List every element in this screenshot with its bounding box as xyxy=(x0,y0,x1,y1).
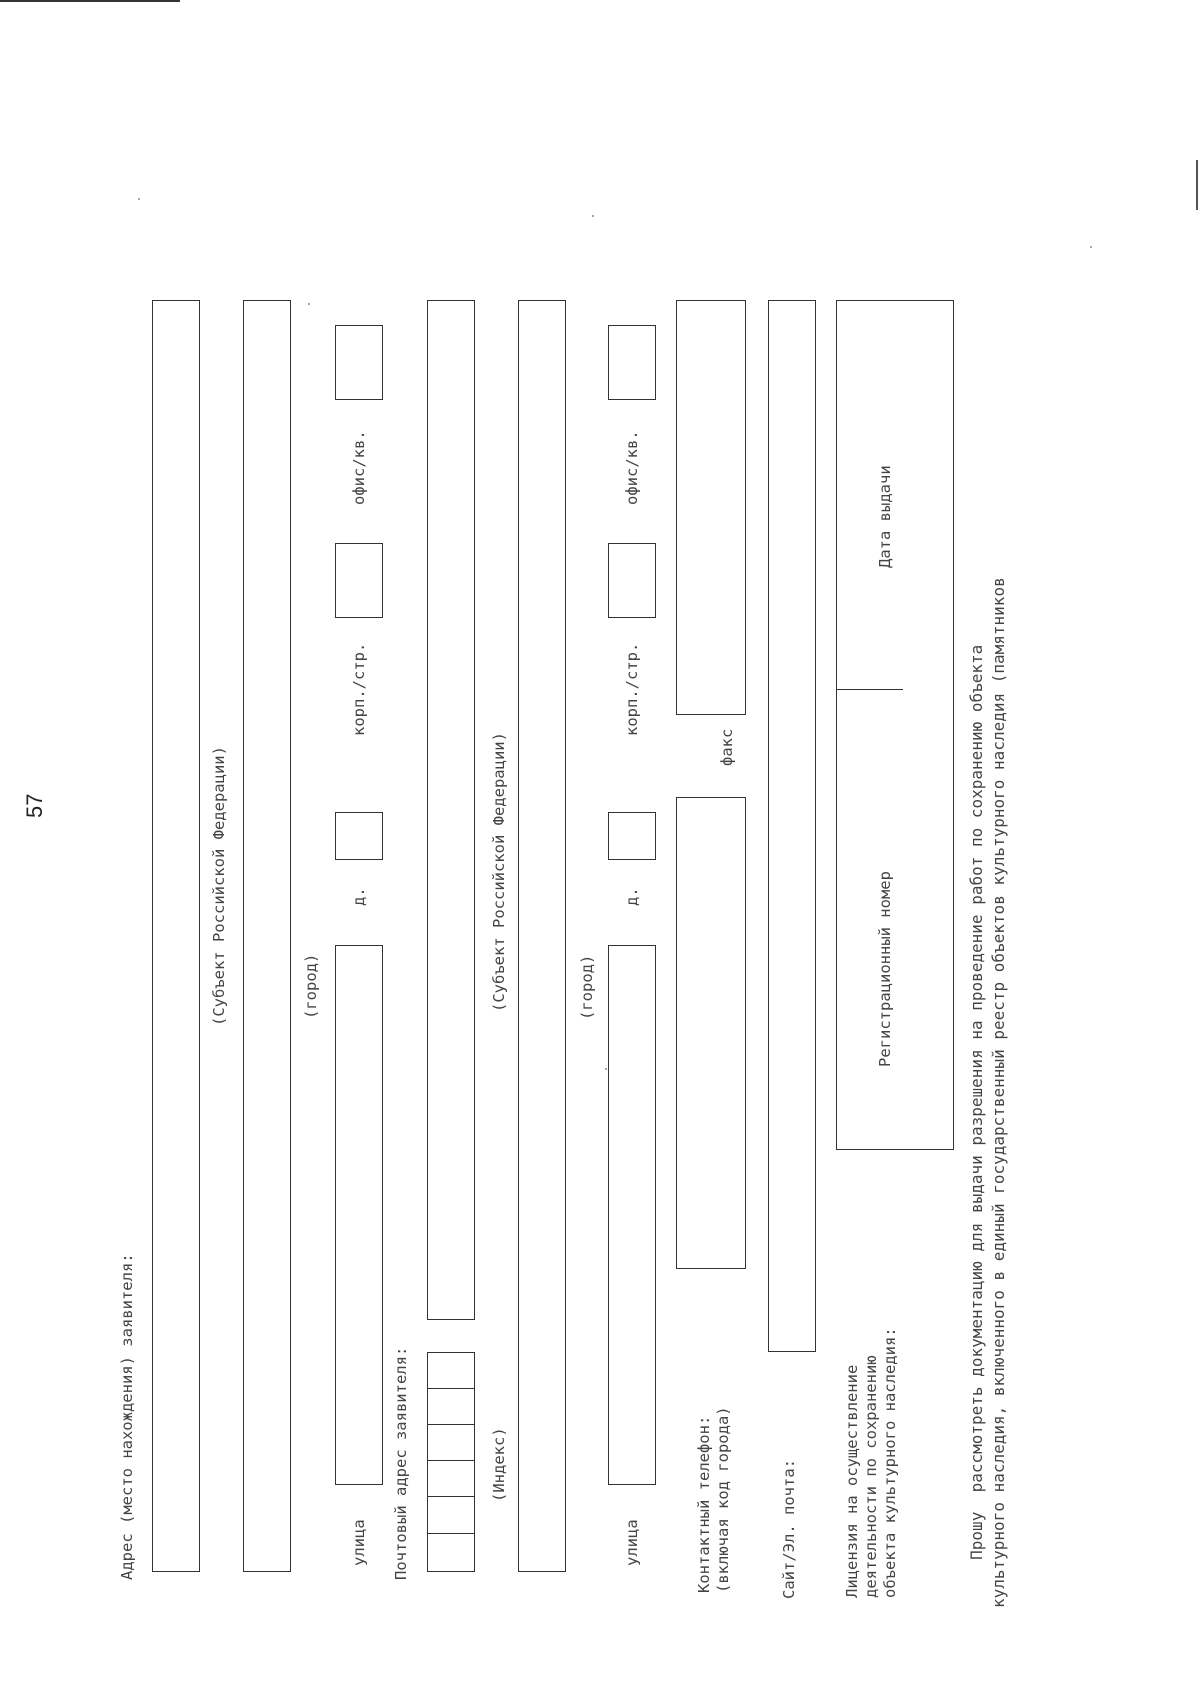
scan-edge-right xyxy=(1196,160,1198,210)
postal-house-field[interactable] xyxy=(608,812,656,860)
postal-city-field[interactable] xyxy=(518,300,566,1572)
postal-index-field[interactable] xyxy=(427,1352,475,1572)
address-subject-caption: (Субъект Российской Федерации) xyxy=(210,746,228,1026)
address-street-field[interactable] xyxy=(335,945,383,1485)
phone-label: Контактный телефон: xyxy=(695,1415,713,1593)
address-house-field[interactable] xyxy=(335,812,383,860)
index-digit-cell[interactable] xyxy=(427,1424,475,1461)
postal-office-field[interactable] xyxy=(608,325,656,400)
license-label-line1: Лицензия на осуществление xyxy=(843,1364,861,1598)
phone-field[interactable] xyxy=(676,797,746,1269)
index-digit-cell[interactable] xyxy=(427,1533,475,1572)
index-digit-cell[interactable] xyxy=(427,1352,475,1389)
site-email-field[interactable] xyxy=(768,300,816,1352)
page-number: 57 xyxy=(22,793,47,818)
scan-speck xyxy=(308,303,310,305)
license-reg-number-field[interactable] xyxy=(903,689,953,1149)
postal-office-label: офис/кв. xyxy=(623,430,641,505)
postal-title: Почтовый адрес заявителя: xyxy=(392,1346,410,1580)
postal-house-label: д. xyxy=(623,887,641,906)
address-house-label: д. xyxy=(350,887,368,906)
fax-label: факс xyxy=(718,728,736,766)
address-city-caption: (город) xyxy=(302,953,320,1019)
scan-speck xyxy=(605,1068,607,1070)
scan-speck xyxy=(138,198,140,200)
address-building-field[interactable] xyxy=(335,543,383,618)
postal-subject-caption: (Субъект Российской Федерации) xyxy=(490,732,508,1012)
index-digit-cell[interactable] xyxy=(427,1460,475,1497)
postal-index-caption: (Индекс) xyxy=(490,1427,508,1502)
postal-building-label: корп./стр. xyxy=(623,642,641,736)
postal-building-field[interactable] xyxy=(608,543,656,618)
license-table xyxy=(836,300,954,1150)
request-text-line2: культурного наследия, включенного в единый государственный реестр объектов культурного наследия (памятников xyxy=(989,577,1008,1608)
scan-speck xyxy=(592,215,594,217)
scan-speck xyxy=(1090,246,1092,248)
address-city-field[interactable] xyxy=(243,300,291,1572)
address-building-label: корп./стр. xyxy=(350,642,368,736)
address-street-label: улица xyxy=(350,1519,368,1566)
phone-label-sub: (включая код города) xyxy=(714,1406,732,1593)
address-subject-field[interactable] xyxy=(152,300,200,1572)
license-label-line2: деятельности по сохранению xyxy=(862,1355,880,1598)
postal-subject-field[interactable] xyxy=(427,300,475,1320)
request-text-line1: Прошу рассмотреть документацию для выдачи разрешения на проведение работ по сохранению объекта xyxy=(967,644,986,1608)
license-issue-date-field[interactable] xyxy=(903,301,953,689)
postal-city-caption: (город) xyxy=(578,954,596,1020)
index-digit-cell[interactable] xyxy=(427,1496,475,1534)
fax-field[interactable] xyxy=(676,300,746,715)
license-col-reg-number: Регистрационный номер xyxy=(876,871,894,1067)
scan-edge-top xyxy=(0,0,180,2)
address-title: Адрес (место нахождения) заявителя: xyxy=(118,1253,136,1580)
index-digit-cell[interactable] xyxy=(427,1388,475,1425)
license-label-line3: объекта культурного наследия: xyxy=(881,1327,899,1598)
license-col-issue-date: Дата выдачи xyxy=(876,465,894,568)
postal-street-field[interactable] xyxy=(608,945,656,1485)
address-office-field[interactable] xyxy=(335,325,383,400)
site-email-label: Сайт/Эл. почта: xyxy=(780,1459,798,1599)
address-office-label: офис/кв. xyxy=(350,430,368,505)
postal-street-label: улица xyxy=(623,1519,641,1566)
